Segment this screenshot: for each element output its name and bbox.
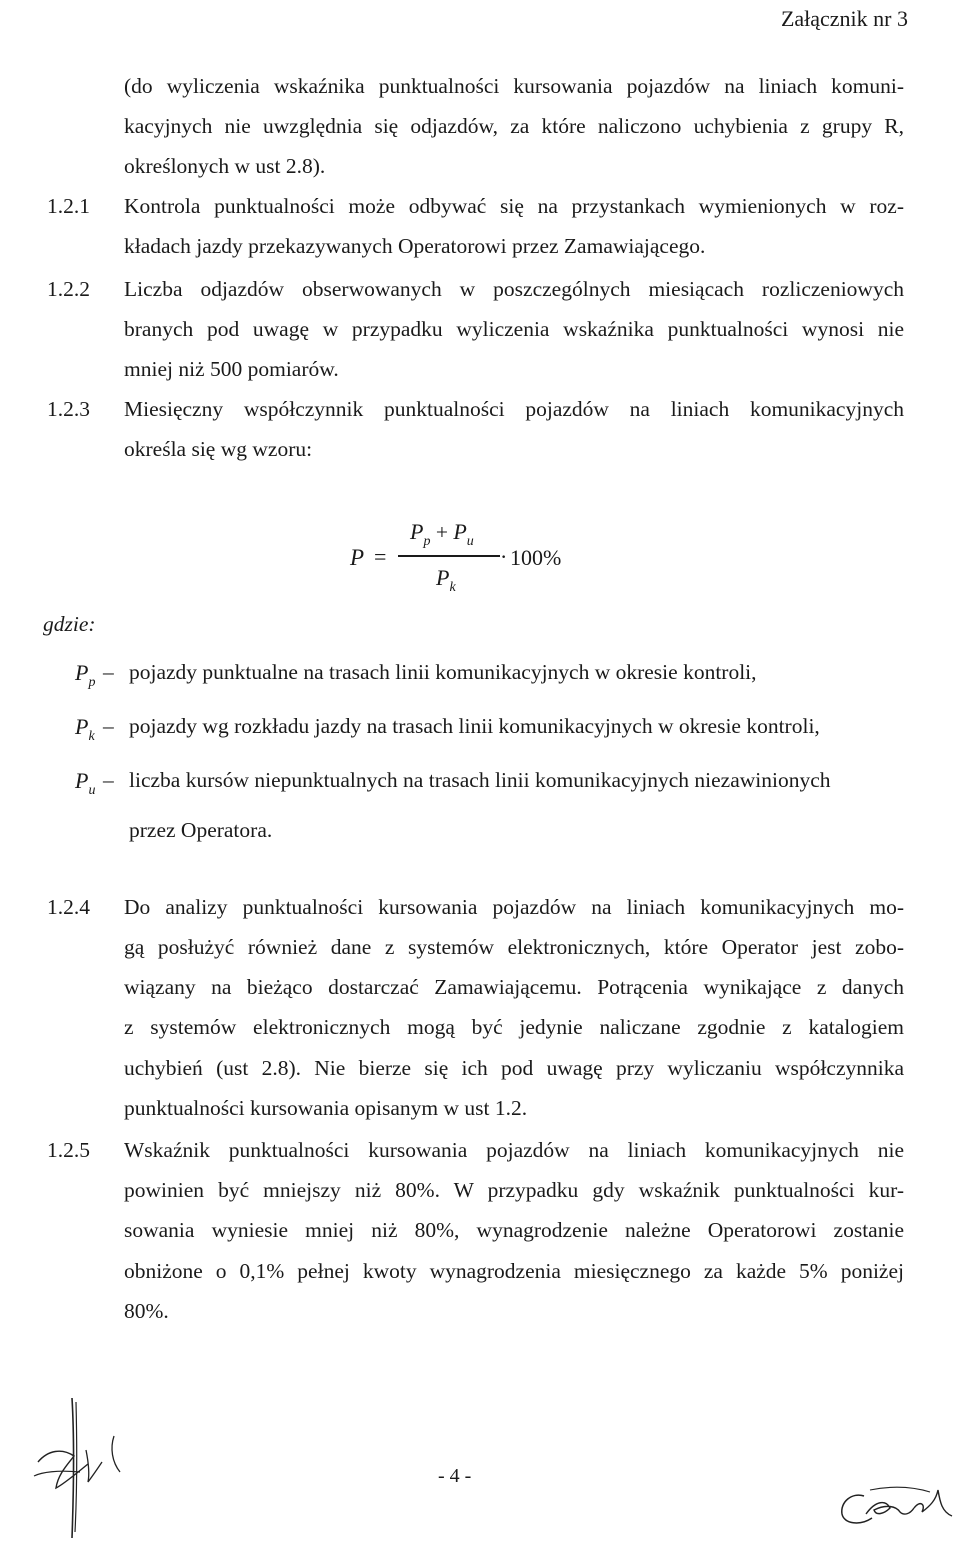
section-125-line-2: powinien być mniejszy niż 80%. W przypadku gdy wskaźnik punktualności kur-	[124, 1178, 904, 1202]
where-label: gdzie:	[43, 612, 96, 636]
formula-percent: 100%	[510, 545, 562, 570]
intro-line-1: (do wyliczenia wskaźnika punktualności kursowania pojazdów na liniach komuni-	[124, 74, 904, 98]
section-124-line-4: z systemów elektronicznych mogą być jedynie naliczane zgodnie z katalogiem	[124, 1015, 904, 1039]
section-124-line-2: gą posłużyć również dane z systemów elektronicznych, które Operator jest zobo-	[124, 935, 904, 959]
section-125-line-5: 80%.	[124, 1299, 169, 1323]
section-124-line-5: uchybień (ust 2.8). Nie bierze się ich pod uwagę przy wyliczaniu współczynnika	[124, 1056, 904, 1080]
formula-den-sub: k	[449, 580, 456, 595]
where-item-pu-text-1: liczba kursów niepunktualnych na trasach linii komunikacyjnych niezawinionych	[129, 768, 831, 792]
section-124-line-6: punktualności kursowania opisanym w ust 1.2.	[124, 1096, 528, 1120]
where-item-pk	[75, 714, 915, 744]
formula-lhs: P	[350, 545, 365, 570]
section-125-line-1: Wskaźnik punktualności kursowania pojazdów na liniach komunikacyjnych nie	[124, 1138, 904, 1162]
section-125-line-4: obniżone o 0,1% pełnej kwoty wynagrodzenia miesięcznego za każde 5% poniżej	[124, 1259, 904, 1283]
attachment-label: Załącznik nr 3	[780, 6, 908, 31]
intro-line-2: kacyjnych nie uwzględnia się odjazdów, za które naliczono uchybienia z grupy R,	[124, 114, 904, 138]
section-number-122: 1.2.2	[47, 277, 90, 301]
formula	[350, 515, 590, 605]
formula-equals: =	[374, 544, 387, 569]
formula-denominator	[436, 565, 456, 595]
formula-numerator	[410, 519, 474, 549]
where-item-pu	[75, 768, 915, 848]
section-121-line-2: kładach jazdy przekazywanych Operatorowi przez Zamawiającego.	[124, 234, 706, 258]
where-item-pp-symbol: $P_p$	[75, 660, 96, 690]
where-item-pp	[75, 660, 915, 690]
where-item-pu-dash: –	[103, 768, 114, 792]
where-item-pk-symbol: $P_k$	[75, 714, 95, 744]
section-124-line-3: wiązany na bieżąco dostarczać Zamawiającemu. Potrącenia wynikające z danych	[124, 975, 904, 999]
section-122-line-3: mniej niż 500 pomiarów.	[124, 357, 339, 381]
section-number-124: 1.2.4	[47, 895, 90, 919]
formula-num-a-sub: p	[423, 534, 431, 549]
section-125-line-3: sowania wyniesie mniej niż 80%, wynagrodzenie należne Operatorowi zostanie	[124, 1218, 904, 1242]
where-item-pk-text: pojazdy wg rozkładu jazdy na trasach linii komunikacyjnych w okresie kontroli,	[129, 714, 820, 738]
section-number-123: 1.2.3	[47, 397, 90, 421]
section-123-line-2: określa się wg wzoru:	[124, 437, 313, 461]
section-124-line-1: Do analizy punktualności kursowania pojazdów na liniach komunikacyjnych mo-	[124, 895, 904, 919]
where-item-pu-text-2: przez Operatora.	[129, 818, 273, 842]
formula-num-a: P	[410, 519, 424, 544]
section-122-line-1: Liczba odjazdów obserwowanych w poszczególnych miesiącach rozliczeniowych	[124, 277, 904, 301]
formula-den: P	[436, 565, 450, 590]
formula-num-b: P	[453, 519, 467, 544]
section-123-line-1: Miesięczny współczynnik punktualności pojazdów na liniach komunikacyjnych	[124, 397, 904, 421]
section-number-125: 1.2.5	[47, 1138, 90, 1162]
section-122-line-2: branych pod uwagę w przypadku wyliczenia wskaźnika punktualności wynosi nie	[124, 317, 904, 341]
page-number: - 4 -	[438, 1465, 472, 1487]
handwritten-signature-right	[830, 1470, 960, 1540]
formula-fraction-bar	[398, 555, 500, 557]
where-item-pk-dash: –	[103, 714, 114, 738]
where-item-pu-symbol: $P_u$	[75, 768, 96, 798]
intro-line-3: określonych w ust 2.8).	[124, 154, 326, 178]
section-number-121: 1.2.1	[47, 194, 90, 218]
formula-num-b-sub: u	[466, 534, 474, 549]
handwritten-initials-left	[28, 1392, 138, 1542]
formula-plus: +	[435, 520, 448, 544]
formula-times: ·	[500, 544, 508, 569]
section-121-line-1: Kontrola punktualności może odbywać się na przystankach wymienionych w roz-	[124, 194, 904, 218]
where-item-pp-text: pojazdy punktualne na trasach linii komunikacyjnych w okresie kontroli,	[129, 660, 757, 684]
where-item-pp-dash: –	[103, 660, 114, 684]
